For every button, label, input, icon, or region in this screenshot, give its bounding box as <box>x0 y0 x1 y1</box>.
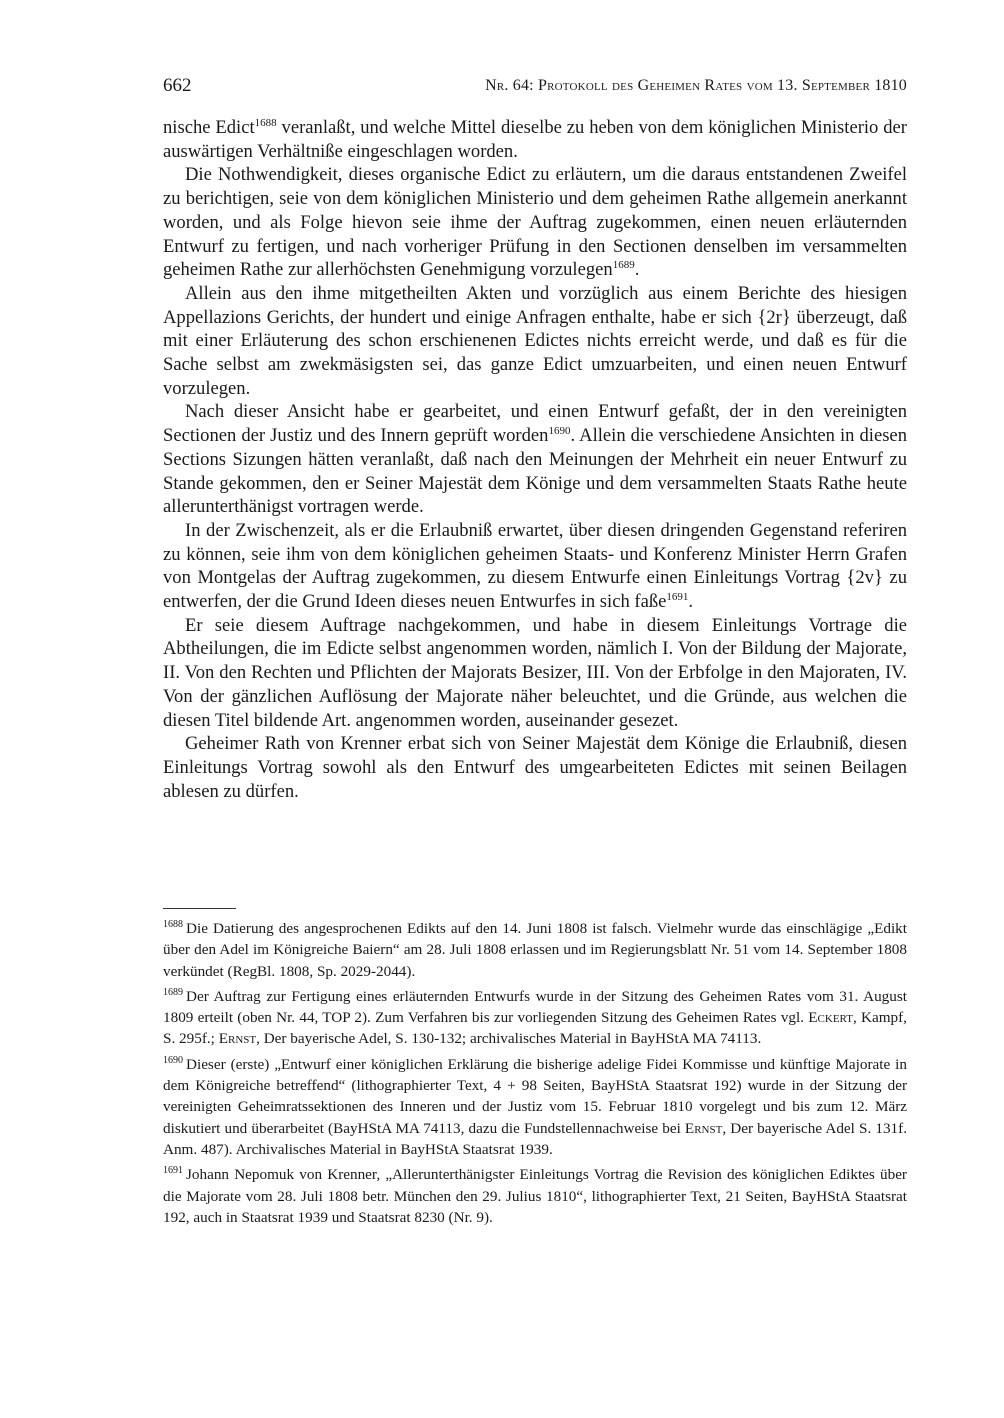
footnote-number: 1688 <box>163 918 183 930</box>
paragraph-6: Er seie diesem Auftrage nachgekommen, und habe in diesem Einleitungs Vortrage die Abtheilungen, die im Edicte selbst angenommen worden, nämlich I. Von der Bildung der Majorate, II. Von den Rechten und Pflichten der Majorats Besizer, III. Von der Erbfolge in den Majoraten, IV. Von der gänzlichen Auflösung der Majorate näher beleuchtet, und die Gründe, aus welchen die diesen Titel bildende Art. angenommen worden, auseinander gesezet. <box>163 614 907 731</box>
footnote-ref-1690[interactable]: 1690 <box>548 424 571 437</box>
footnote-1688: $^{1688}$ Die Datierung des angesprochenen Edikts auf den 14. Juni 1808 ist falsch. Vielmehr wurde das einschlägige „Edikt über den Adel im Königreiche Baiern“ am 28. Juli 1808 erlassen und im Regierungsblatt Nr. 51 vom 14. September 1808 verkündet (RegBl. 1808, Sp. 2029-2044). <box>163 918 907 980</box>
footnote-number: 1691 <box>163 1165 183 1177</box>
running-title: Nr. 64: Protokoll des Geheimen Rates vom 13. September 1810 <box>485 77 907 94</box>
footnote-number: 1690 <box>163 1054 183 1066</box>
footnote-ref-1691[interactable]: 1691 <box>666 590 689 603</box>
footnote-1690: $^{1690}$ Dieser (erste) „Entwurf einer königlichen Erklärung die bisherige adelige Fidei Kommisse und künftige Majorate in dem Königreiche betreffend“ (lithographierter Text, 4 + 98 Seiten, BayHStA Staatsrat 192) wurde in der Sitzung der vereinigten Geheimratssektionen des Inneren und der Justiz vom 15. Februar 1810 vorgelegt und bis zum 12. März diskutiert und überarbeitet (BayHStA MA 74113, dazu die Fundstellennachweise bei Ernst, Der bayerische Adel S. 131f. Anm. 487). Archivalisches Material in BayHStA Staatsrat 1939. <box>163 1054 907 1158</box>
page-number: 662 <box>163 75 192 96</box>
author-name: Eckert <box>808 1009 853 1027</box>
footnote-ref-1688[interactable]: 1688 <box>254 116 277 129</box>
paragraph-3: Allein aus den ihme mitgetheilten Akten und vorzüglich aus einem Berichte des hiesigen Appellazions Gerichts, der hundert und einige Anfragen enthalte, habe er sich {2r} überzeugt, daß mit einer Erläuterung des schon erschienenen Edictes nichts erreicht werde, und daß es für die Sache selbst am zwekmäsigsten sei, das ganze Edict umzuarbeiten, und einen neuen Entwurf vorzulegen. <box>163 282 907 399</box>
paragraph-5: In der Zwischenzeit, als er die Erlaubniß erwartet, über diesen dringenden Gegenstand referiren zu können, seie ihm von dem königlichen geheimen Staats- und Konferenz Minister Herrn Grafen von Montgelas der Auftrag zugekommen, zu diesem Entwurfe einen Einleitungs Vortrag {2v} zu entwerfen, der die Grund Ideen dieses neuen Entwurfes in sich faße$^{1691}$. <box>163 519 907 613</box>
paragraph-2: Die Nothwendigkeit, dieses organische Edict zu erläutern, um die daraus entstandenen Zweifel zu berichtigen, seie von dem königlichen Ministerio und dem geheimen Rathe allgemein anerkannt worden, und als Folge hievon seie ihme der Auftrag zugekommen, einen neuen erläuternden Entwurf zu fertigen, und nach vorheriger Prüfung in den Sectionen denselben im versammelten geheimen Rathe zur allerhöchsten Genehmigung vorzulegen$^{1689}$. <box>163 164 907 281</box>
paragraph-4: Nach dieser Ansicht habe er gearbeitet, und einen Entwurf gefaßt, der in den vereinigten Sectionen der Justiz und des Innern geprüft worden$^{1690}$. Allein die verschiedene Ansichten in diesen Sections Sizungen hätten veranlaßt, daß nach den Meinungen der Mehrheit ein neuer Entwurf zu Stande gekommen, den er Seiner Majestät dem Könige und dem versammelten Staats Rathe heute allerunterthänigst vortragen werde. <box>163 401 907 518</box>
body-text <box>163 116 907 803</box>
paragraph-7: Geheimer Rath von Krenner erbat sich von Seiner Majestät dem Könige die Erlaubniß, diesen Einleitungs Vortrag sowohl als den Entwurf des umgearbeiteten Edictes mit seinen Beilagen ablesen zu dürfen. <box>163 733 907 802</box>
footnote-number: 1689 <box>163 986 183 998</box>
author-name: Ernst <box>684 1119 723 1137</box>
page-header <box>163 75 907 99</box>
paragraph-1: nische Edict$^{1688}$ veranlaßt, und welche Mittel dieselbe zu heben von dem königlichen Ministerio der auswärtigen Verhältniße eingeschlagen worden. <box>163 116 907 162</box>
author-name: Ernst <box>218 1030 257 1048</box>
footnote-ref-1689[interactable]: 1689 <box>612 259 635 272</box>
footnote-1689: $^{1689}$ Der Auftrag zur Fertigung eines erläuternden Entwurfs wurde in der Sitzung des Geheimen Rates vom 31. August 1809 erteilt (oben Nr. 44, TOP 2). Zum Verfahren bis zur vorliegenden Sitzung des Geheimen Rates vgl. Eckert, Kampf, S. 295f.; Ernst, Der bayerische Adel, S. 130-132; archivalisches Material in BayHStA MA 74113. <box>163 986 907 1048</box>
footnotes <box>163 918 907 1232</box>
footnote-1691: $^{1691}$ Johann Nepomuk von Krenner, „Allerunterthänigster Einleitungs Vortrag die Revision des königlichen Ediktes über die Majorate vom 28. Juli 1808 betr. München den 29. Julius 1810“, lithographierter Text, 21 Seiten, BayHStA Staatsrat 192, auch in Staatsrat 1939 und Staatsrat 8230 (Nr. 9). <box>163 1165 907 1226</box>
footnote-separator <box>163 908 236 909</box>
